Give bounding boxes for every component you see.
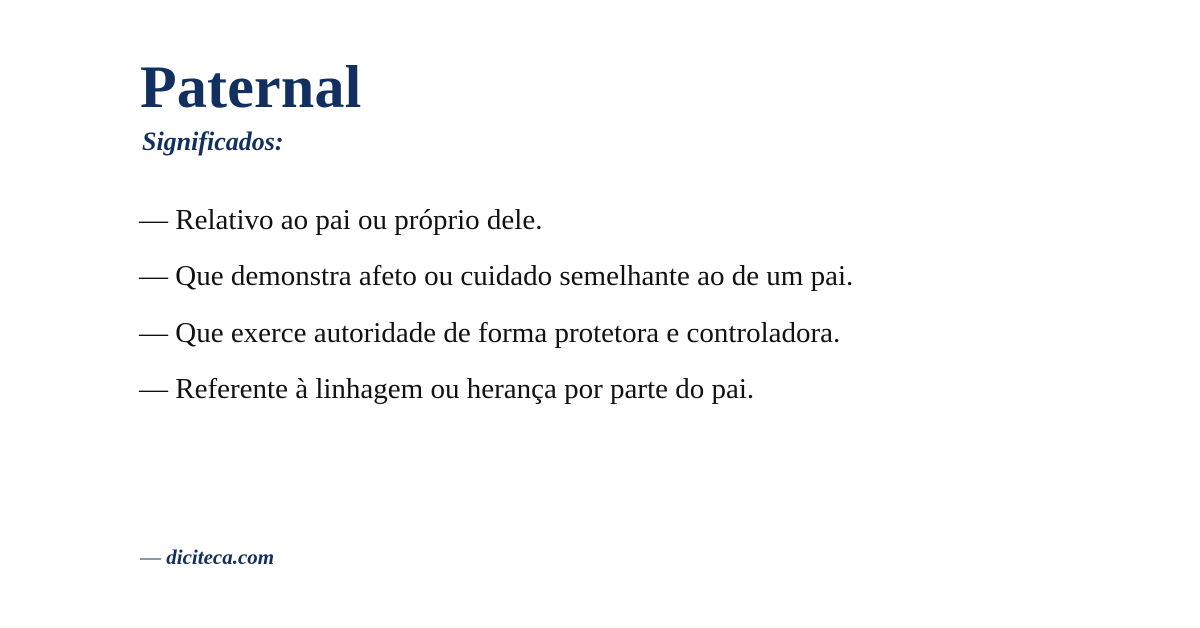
list-bullet-dash: — (139, 372, 168, 405)
subtitle-meanings: Significados: (142, 126, 284, 156)
definition-list (140, 201, 1100, 408)
definition-text: Relativo ao pai ou próprio dele. (175, 203, 543, 236)
source-dash: — (140, 545, 161, 569)
definition-text: Que demonstra afeto ou cuidado semelhante ao de um pai. (175, 260, 854, 293)
source-attribution (140, 545, 274, 570)
list-bullet-dash: — (139, 260, 168, 293)
list-item (140, 201, 1070, 239)
definition-text: Referente à linhagem ou herança por parte do pai. (175, 372, 755, 405)
page-title: Paternal (140, 54, 362, 120)
list-item (140, 314, 1070, 352)
source-name: diciteca.com (166, 545, 275, 569)
list-bullet-dash: — (139, 316, 168, 349)
list-item (140, 370, 1070, 408)
list-item (140, 257, 1070, 295)
list-bullet-dash: — (139, 203, 168, 236)
definition-text: Que exerce autoridade de forma protetora e controladora. (175, 316, 841, 349)
